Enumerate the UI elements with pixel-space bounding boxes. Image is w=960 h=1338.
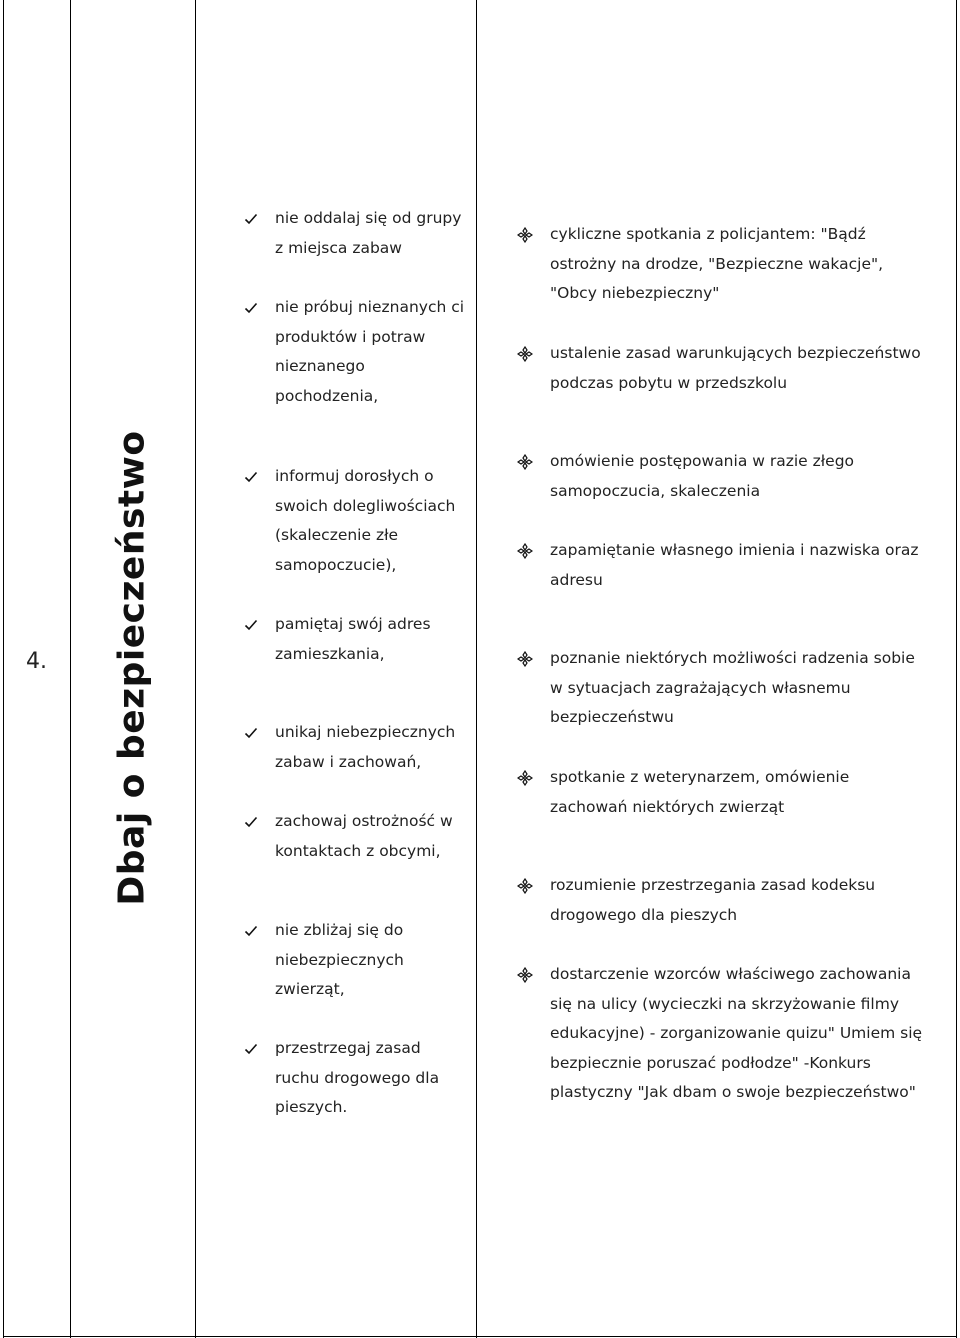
diamond-bullet-icon	[517, 339, 535, 368]
diamond-bullet-icon	[517, 871, 535, 900]
rule-item	[244, 293, 466, 411]
checkmark-icon	[244, 807, 262, 836]
rule-item	[244, 916, 466, 1005]
activity-line: dostarczenie wzorców właściwego zachowania	[550, 965, 911, 983]
rule-text: nie oddalaj się od grupy z miejsca zabaw	[275, 209, 462, 257]
activity-line: edukacyjne) - zorganizowanie quizu" Umiem się	[550, 1024, 923, 1043]
activity-line: zachowań niektórych zwierząt	[550, 797, 785, 816]
activity-item	[517, 339, 953, 398]
diamond-bullet-icon	[517, 763, 535, 792]
checkmark-icon	[244, 462, 262, 491]
table-divider-1	[70, 0, 71, 1338]
table-border-bottom	[3, 1336, 957, 1337]
activity-line: bezpiecznie poruszać podłodze" -Konkurs	[550, 1053, 871, 1072]
activity-line: poznanie niektórych możliwości radzenia sobie	[550, 649, 915, 667]
activity-line: w sytuacjach zagrażających własnemu	[550, 678, 851, 697]
table-divider-2	[195, 0, 196, 1338]
activity-item	[517, 447, 953, 506]
activity-line: "Obcy niebezpieczny"	[550, 284, 720, 303]
activity-line: spotkanie z weterynarzem, omówienie	[550, 768, 850, 786]
diamond-bullet-icon	[517, 536, 535, 565]
rule-text: informuj dorosłych o swoich dolegliwościach (skaleczenie złe samopoczucie),	[275, 467, 456, 574]
rule-text: zachowaj ostrożność w kontaktach z obcymi,	[275, 812, 453, 860]
activity-item	[517, 220, 953, 309]
diamond-bullet-icon	[517, 220, 535, 249]
rule-text: unikaj niebezpiecznych zabaw i zachowań,	[275, 723, 456, 771]
diamond-bullet-icon	[517, 447, 535, 476]
activity-line: samopoczucia, skaleczenia	[550, 481, 761, 500]
activity-item	[517, 536, 953, 595]
activity-line: omówienie postępowania w razie złego	[550, 452, 855, 470]
activity-line: bezpieczeństwu	[550, 708, 674, 727]
rule-item	[244, 610, 466, 669]
rule-text: przestrzegaj zasad ruchu drogowego dla pieszych.	[275, 1039, 440, 1117]
activity-item	[517, 763, 953, 822]
checkmark-icon	[244, 293, 262, 322]
checkmark-icon	[244, 204, 262, 233]
table-border-left	[3, 0, 4, 1338]
rule-text: nie zbliżaj się do niebezpiecznych zwierząt,	[275, 921, 404, 999]
activity-item	[517, 960, 953, 1108]
table-divider-3	[476, 0, 477, 1338]
rule-item	[244, 1034, 466, 1123]
activity-item	[517, 871, 953, 930]
table-border-right	[956, 0, 957, 1338]
activity-line: adresu	[550, 570, 603, 589]
rule-item	[244, 204, 466, 263]
row-number: 4.	[26, 649, 47, 674]
activity-line: rozumienie przestrzegania zasad kodeksu	[550, 876, 876, 894]
diamond-bullet-icon	[517, 644, 535, 673]
activity-line: podczas pobytu w przedszkolu	[550, 373, 788, 392]
activity-line: cykliczne spotkania z policjantem: "Bądź	[550, 225, 866, 243]
rule-text: pamiętaj swój adres zamieszkania,	[275, 615, 431, 663]
activity-line: ostrożny na drodze, "Bezpieczne wakacje",	[550, 254, 884, 273]
activity-line: się na ulicy (wycieczki na skrzyżowanie filmy	[550, 994, 899, 1013]
checkmark-icon	[244, 610, 262, 639]
rule-item	[244, 718, 466, 777]
checkmark-icon	[244, 718, 262, 747]
activity-line: plastyczny "Jak dbam o swoje bezpieczeństwo"	[550, 1083, 916, 1102]
row-title: Dbaj o bezpieczeństwo	[111, 430, 153, 906]
checkmark-icon	[244, 916, 262, 945]
rule-text: nie próbuj nieznanych ci produktów i potraw nieznanego pochodzenia,	[275, 298, 465, 405]
activity-item	[517, 644, 953, 733]
rule-item	[244, 807, 466, 866]
rule-item	[244, 462, 466, 580]
activity-line: zapamiętanie własnego imienia i nazwiska oraz	[550, 541, 919, 559]
checkmark-icon	[244, 1034, 262, 1063]
activity-line: ustalenie zasad warunkujących bezpieczeństwo	[550, 344, 921, 362]
diamond-bullet-icon	[517, 960, 535, 989]
activity-line: drogowego dla pieszych	[550, 905, 738, 924]
